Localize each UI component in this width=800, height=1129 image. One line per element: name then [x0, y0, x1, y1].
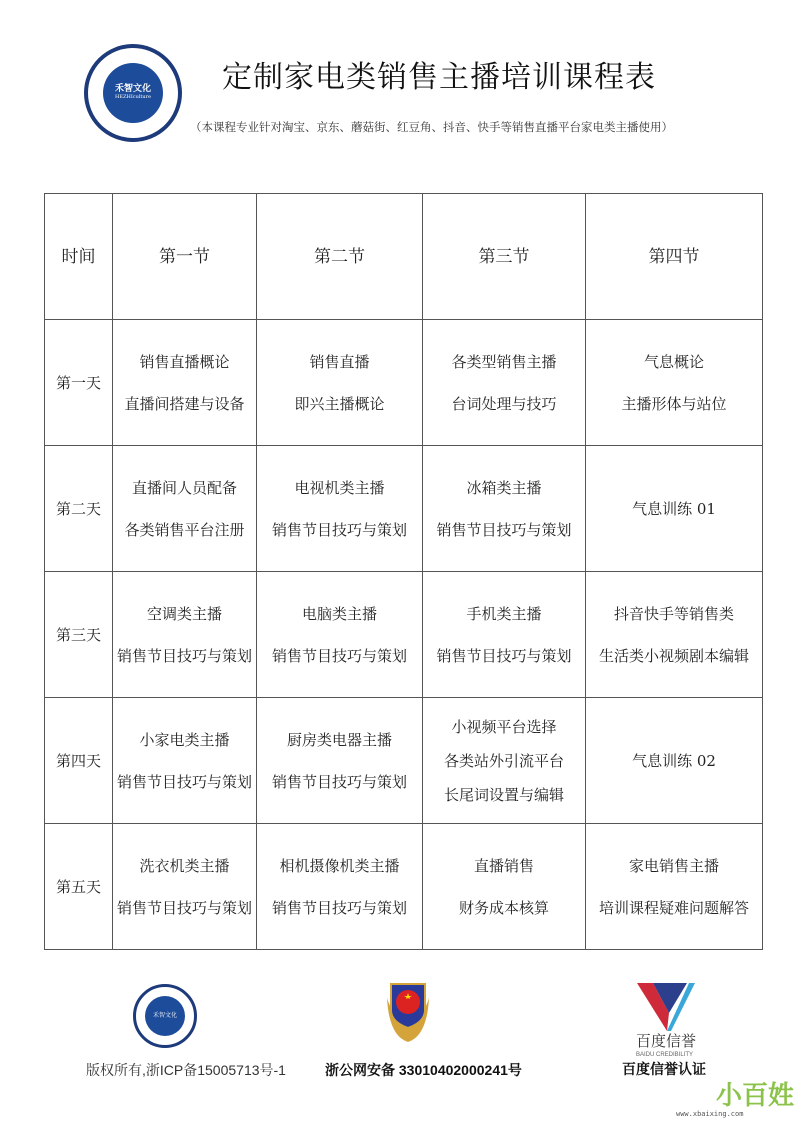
watermark-text: 小百姓	[716, 1081, 795, 1111]
course-line: 培训课程疑难问题解答	[598, 898, 749, 917]
course-line: 生活类小视频剧本编辑	[598, 646, 749, 665]
course-line: 财务成本核算	[458, 898, 549, 917]
table-row	[45, 824, 763, 950]
course-cell	[423, 320, 586, 446]
course-line: 冰箱类主播	[466, 478, 542, 497]
course-line: 直播间人员配备	[131, 478, 237, 497]
course-line: 销售节目技巧与策划	[436, 520, 572, 539]
course-line: 抖音快手等销售类	[613, 604, 734, 623]
course-line: 厨房类电器主播	[286, 730, 392, 749]
course-cell	[113, 446, 257, 572]
course-line: 电脑类主播	[301, 604, 377, 623]
course-line: 销售节目技巧与策划	[271, 898, 407, 917]
course-cell	[586, 446, 763, 572]
column-header: 第二节	[257, 194, 423, 320]
course-line: 气息训练 02	[632, 751, 716, 770]
course-cell	[423, 446, 586, 572]
watermark	[676, 1081, 795, 1119]
baidu-credibility-logo	[637, 983, 701, 1031]
course-line: 相机摄像机类主播	[279, 856, 400, 875]
table-row	[45, 446, 763, 572]
table-row	[45, 698, 763, 824]
course-line: 各类销售平台注册	[124, 520, 245, 539]
course-line: 直播销售	[473, 856, 534, 875]
icp-text: 版权所有,浙ICP备15005713号-1	[86, 1062, 286, 1078]
course-cell	[113, 572, 257, 698]
course-line: 销售直播	[309, 352, 370, 371]
course-line: 各类站外引流平台	[443, 751, 564, 770]
police-record-text: 浙公网安备 33010402000241号	[325, 1062, 522, 1078]
course-line: 直播间搭建与设备	[124, 394, 245, 413]
day-label: 第三天	[45, 572, 113, 698]
course-line: 气息训练 01	[632, 499, 716, 518]
course-cell	[257, 572, 423, 698]
watermark-url: www.xbaixing.com	[676, 1110, 744, 1118]
course-line: 气息概论	[643, 352, 704, 371]
course-line: 销售节目技巧与策划	[271, 520, 407, 539]
course-line: 销售节目技巧与策划	[116, 646, 252, 665]
column-header: 第三节	[423, 194, 586, 320]
course-line: 长尾词设置与编辑	[443, 785, 564, 804]
course-cell	[257, 446, 423, 572]
baidu-en: BAIDU CREDIBILITY	[636, 1052, 694, 1058]
course-cell	[113, 824, 257, 950]
day-label: 第五天	[45, 824, 113, 950]
column-header: 第四节	[586, 194, 763, 320]
course-line: 小视频平台选择	[451, 717, 557, 736]
day-label: 第四天	[45, 698, 113, 824]
baidu-cn: 百度信誉	[636, 1033, 697, 1050]
company-logo	[84, 44, 182, 142]
course-cell	[257, 698, 423, 824]
course-line: 销售节目技巧与策划	[271, 646, 407, 665]
page-subtitle: （本课程专业针对淘宝、京东、蘑菇街、红豆角、抖音、快手等销售直播平台家电类主播使用）	[190, 120, 673, 134]
footer-company-logo	[133, 984, 197, 1048]
course-cell	[113, 320, 257, 446]
table-row	[45, 320, 763, 446]
course-line: 电视机类主播	[294, 478, 385, 497]
course-line: 空调类主播	[146, 604, 222, 623]
column-header: 时间	[45, 194, 113, 320]
course-cell	[257, 320, 423, 446]
course-line: 销售节目技巧与策划	[116, 898, 252, 917]
page-title: 定制家电类销售主播培训课程表	[222, 60, 656, 95]
course-line: 小家电类主播	[139, 730, 230, 749]
header-row	[45, 194, 763, 320]
course-line: 家电销售主播	[628, 856, 719, 875]
course-line: 台词处理与技巧	[451, 394, 557, 413]
course-line: 洗衣机类主播	[139, 856, 230, 875]
course-line: 销售直播概论	[139, 352, 230, 371]
course-line: 手机类主播	[466, 604, 542, 623]
footer-logo-text: 禾智文化	[152, 1011, 177, 1019]
course-cell	[423, 824, 586, 950]
day-label: 第一天	[45, 320, 113, 446]
course-line: 销售节目技巧与策划	[436, 646, 572, 665]
course-line: 销售节目技巧与策划	[271, 772, 407, 791]
course-line: 主播形体与站位	[621, 394, 727, 413]
course-line: 各类型销售主播	[451, 352, 557, 371]
schedule-table	[44, 193, 763, 950]
course-cell	[586, 320, 763, 446]
course-cell	[257, 824, 423, 950]
day-label: 第二天	[45, 446, 113, 572]
police-emblem-icon	[383, 978, 433, 1044]
baidu-cert-text: 百度信誉认证	[622, 1061, 706, 1077]
course-cell	[423, 698, 586, 824]
course-cell	[586, 698, 763, 824]
logo-text-cn: 禾智文化	[114, 84, 151, 95]
table-row	[45, 572, 763, 698]
logo-text-en: HEZHIculture	[114, 94, 152, 101]
course-cell	[423, 572, 586, 698]
course-cell	[113, 698, 257, 824]
course-line: 销售节目技巧与策划	[116, 772, 252, 791]
course-cell	[586, 824, 763, 950]
column-header: 第一节	[113, 194, 257, 320]
course-cell	[586, 572, 763, 698]
course-line: 即兴主播概论	[294, 394, 385, 413]
